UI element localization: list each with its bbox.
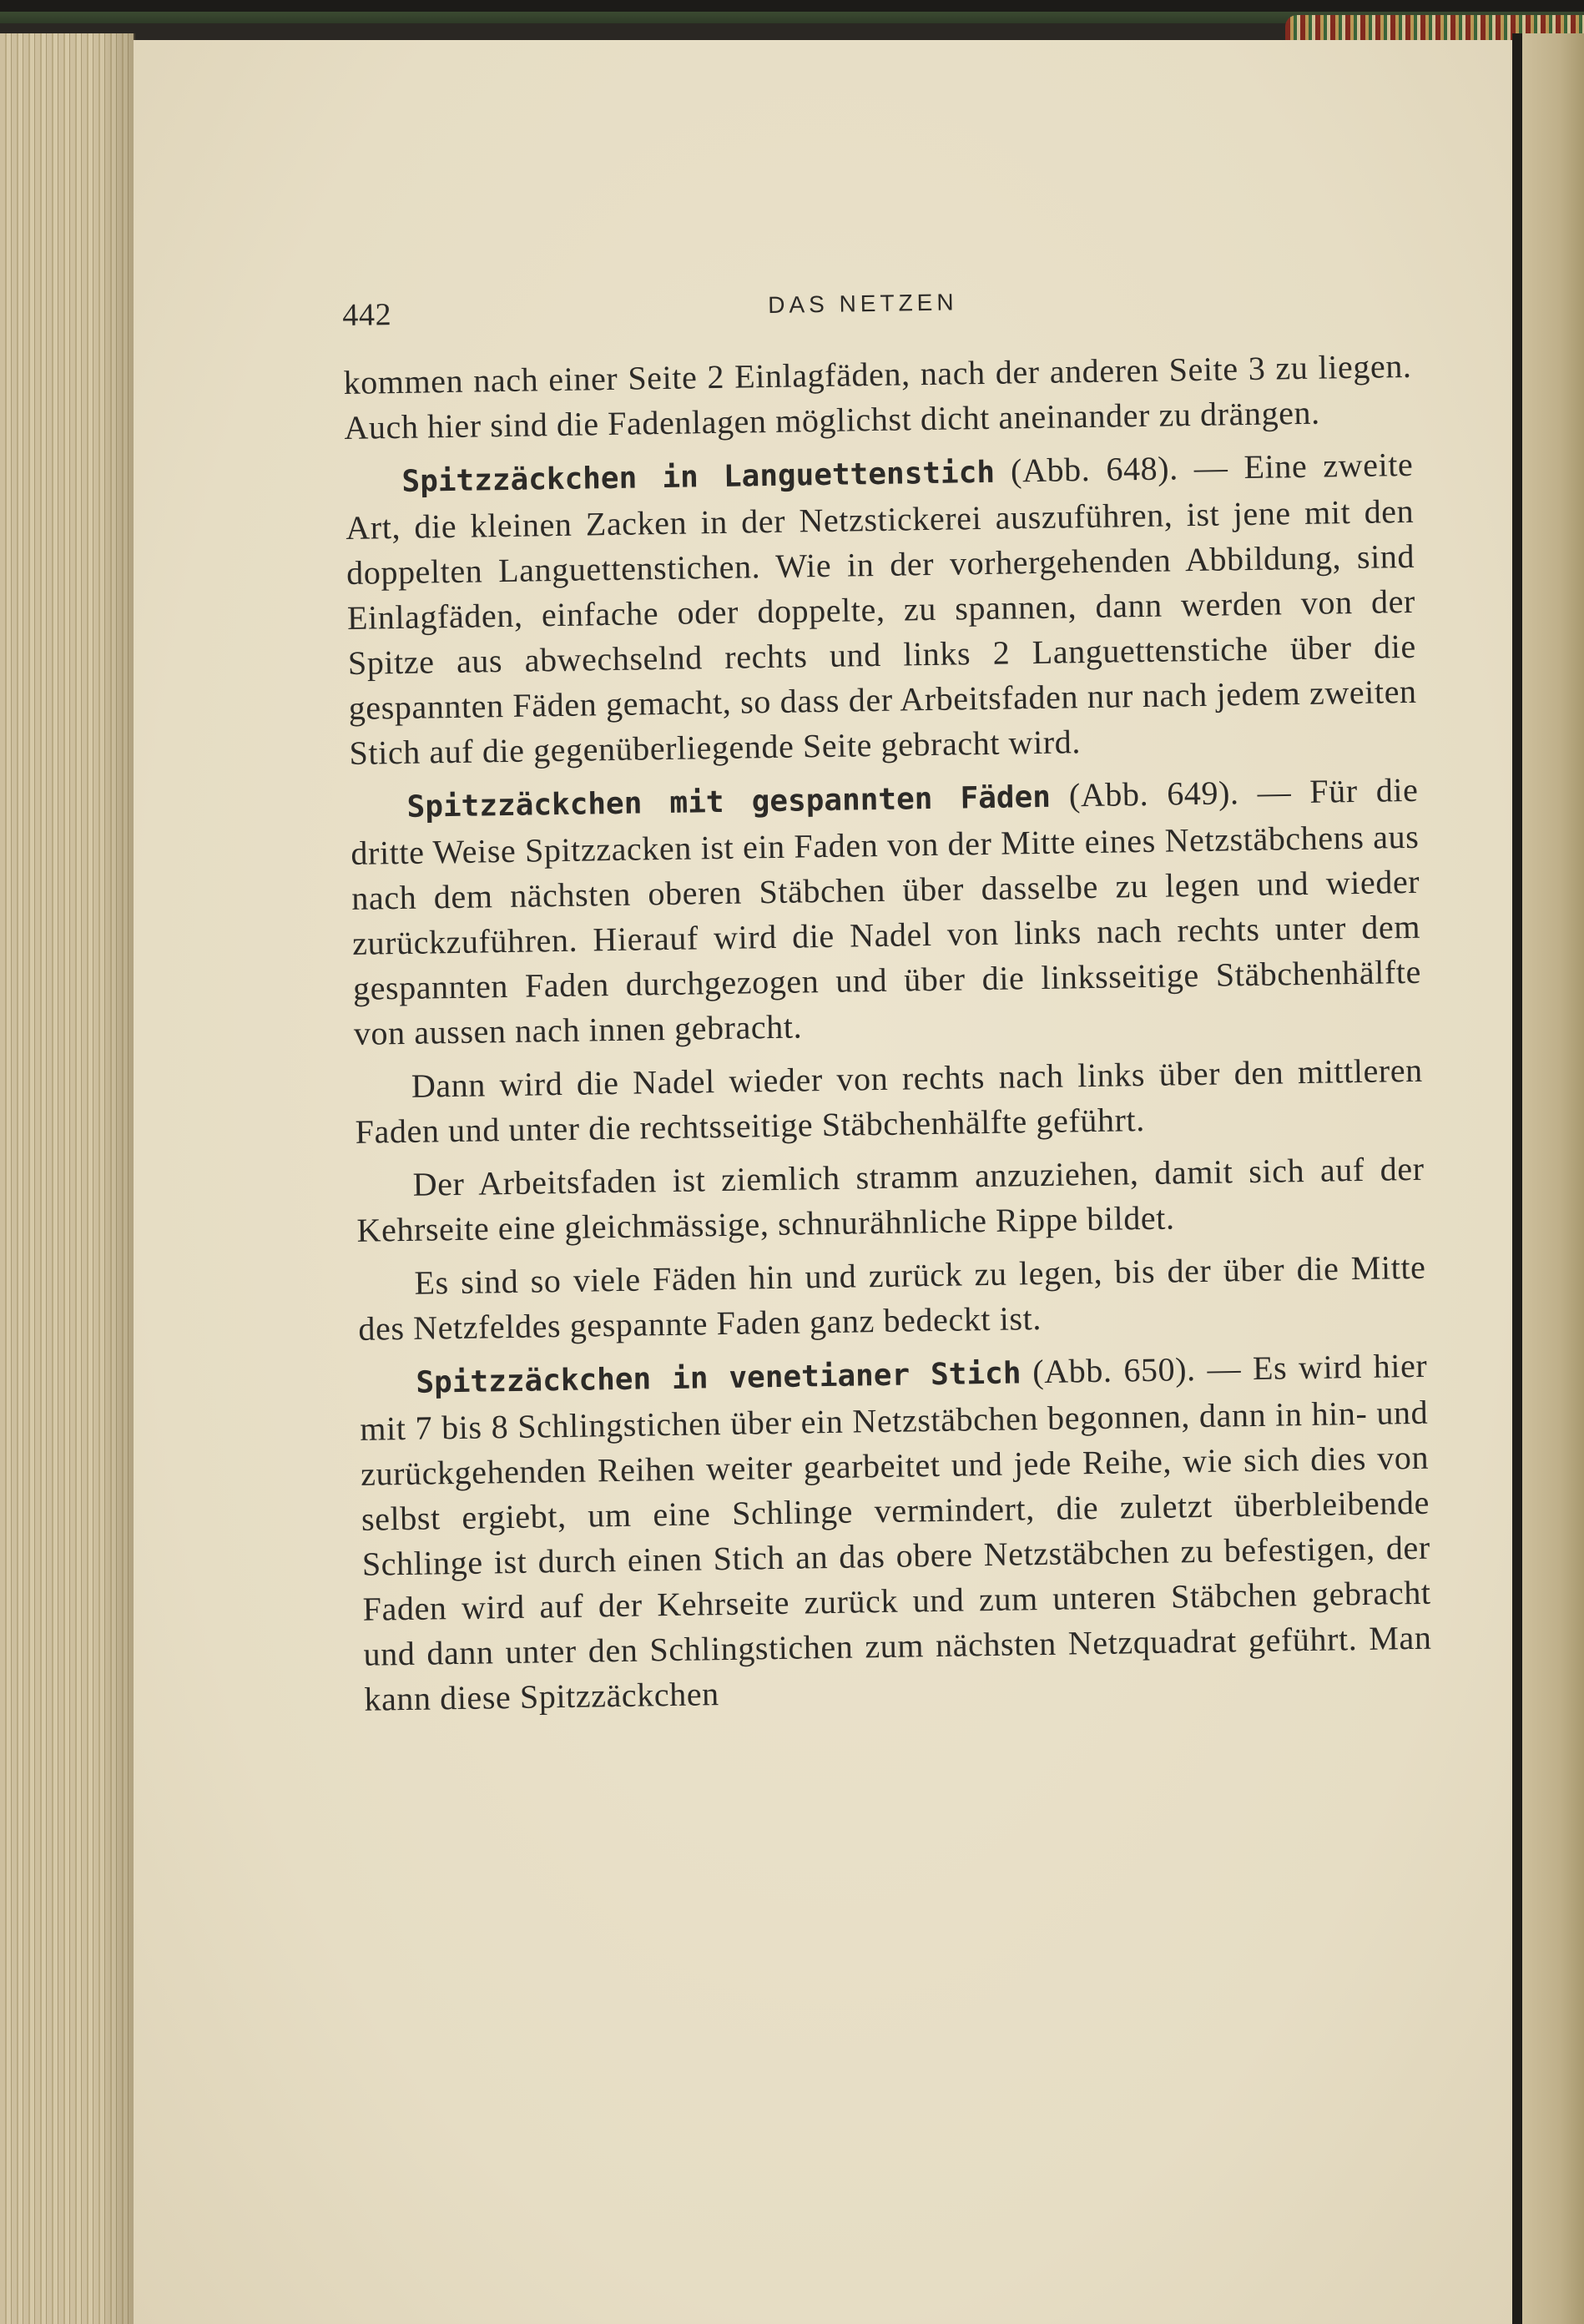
page-text-block <box>342 280 1433 1731</box>
section-heading: Spitzzäckchen mit gespannten Fäden <box>406 779 1052 824</box>
paragraph-text: kommen nach einer Seite 2 Einlagfäden, nach der anderen Seite 3 zu liegen. Auch hier sind die Fadenlagen möglichst dicht aneinander zu drängen. <box>343 346 1412 446</box>
right-page-edge <box>1522 33 1584 2324</box>
paragraph-text: (Abb. 648). — Eine zweite Art, die kleinen Zacken in der Netzstickerei auszuführen, ist jene mit den doppelten Languettenstichen. Wie in der vorhergehenden Abbildung, sind Einlagfäden, einfache oder doppelte, zu spannen, dann werden von der Spitze aus abwechselnd rechts und links 2 Languettenstiche über die gespannten Fäden gemacht, so dass der Arbeitsfaden nur nach jedem zweiten Stich auf die gegenüberliegende Seite gebracht wird. <box>345 445 1417 772</box>
running-head-title: DAS NETZEN <box>767 289 958 318</box>
book-gutter <box>1512 33 1522 2324</box>
paragraph-3 <box>350 768 1422 1056</box>
paragraph-text: (Abb. 650). — Es wird hier mit 7 bis 8 Schlingstichen über ein Netzstäbchen begonnen, dann in hin- und zurückgehenden Reihen weiter gearbeitet und jede Reihe, wie sich dies von selbst ergiebt, um eine Schlinge vermindert, die zuletzt überbleibende Schlinge ist durch einen Stich an das obere Netzstäbchen zu befestigen, der Faden wird auf der Kehrseite zurück und zum unteren Stäbchen gebracht und dann unter den Schlingstichen zum nächsten Netzquadrat geführt. Man kann diese Spitzzäckchen <box>359 1346 1432 1718</box>
paragraph-2 <box>345 442 1418 776</box>
paragraph-4 <box>354 1048 1424 1155</box>
paragraph-6 <box>357 1245 1427 1352</box>
paragraph-text: Der Arbeitsfaden ist ziemlich stramm anzuziehen, damit sich auf der Kehrseite eine gleichmässige, schnurähnliche Rippe bildet. <box>356 1149 1425 1249</box>
paragraph-text: Dann wird die Nadel wieder von rechts nach links über den mittleren Faden und unter die rechtsseitige Stäbchenhälfte geführt. <box>355 1051 1424 1151</box>
section-heading: Spitzzäckchen in Languettenstich <box>401 455 996 499</box>
section-heading: Spitzzäckchen in venetianer Stich <box>416 1356 1022 1400</box>
paragraph-text: Es sind so viele Fäden hin und zurück zu legen, bis der über die Mitte des Netzfeldes gespannte Faden ganz bedeckt ist. <box>358 1248 1426 1348</box>
paragraph-1 <box>343 344 1413 451</box>
paragraph-text: (Abb. 649). — Für die dritte Weise Spitzzacken ist ein Faden von der Mitte eines Netzstäbchens aus nach dem nächsten oberen Stäbchen über dasselbe zu legen und wieder zurückzuführen. Hierauf wird die Nadel von links nach rechts unter dem gespannten Faden durchgezogen und über die linksseitige Stäbchenhälfte von aussen nach innen gebracht. <box>351 770 1422 1052</box>
paragraph-5 <box>356 1147 1425 1253</box>
page-number: 442 <box>342 297 392 333</box>
paragraph-7 <box>359 1343 1433 1722</box>
page-edges-shadow <box>98 33 135 2324</box>
